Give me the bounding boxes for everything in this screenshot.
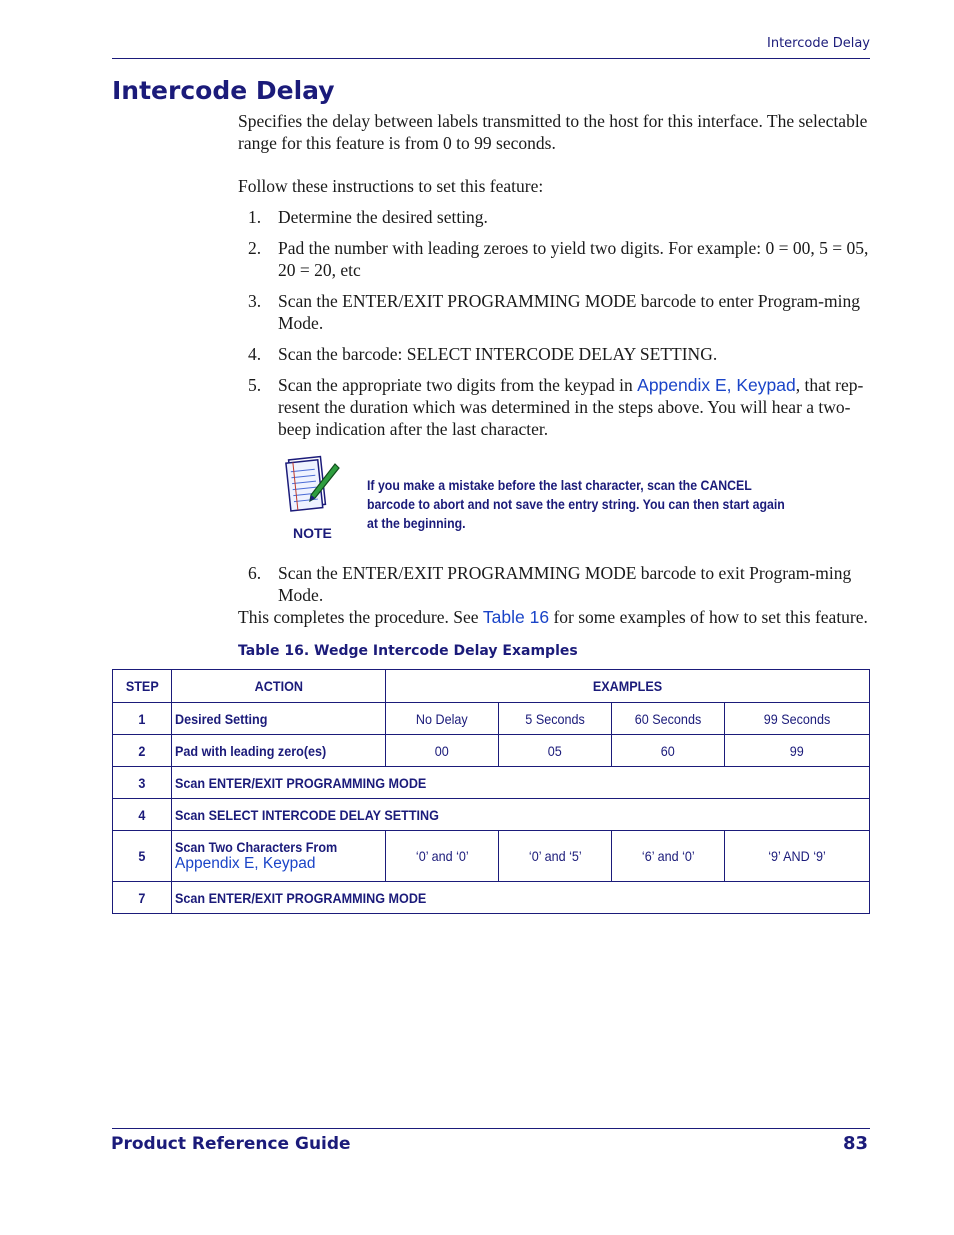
appendix-e-keypad-link[interactable]: Appendix E, Keypad	[637, 375, 796, 395]
step-cell: 3	[113, 767, 172, 799]
table-row	[113, 799, 870, 831]
action-cell: Scan ENTER/EXIT PROGRAMMING MODE	[172, 882, 870, 914]
note-pad-pen-icon	[283, 452, 341, 512]
example-cell: ‘0’ and ‘5’	[499, 831, 612, 882]
steps-list-continued	[248, 562, 870, 606]
step-cell: 4	[113, 799, 172, 831]
example-cell: ‘6’ and ‘0’	[612, 831, 725, 882]
step-cell: 5	[113, 831, 172, 882]
table-row	[113, 767, 870, 799]
example-cell: 99 Seconds	[725, 703, 870, 735]
step-text: Scan the ENTER/EXIT PROGRAMMING MODE barcode to enter Program-ming Mode.	[278, 291, 860, 333]
action-cell: Desired Setting	[172, 703, 386, 735]
list-item	[248, 343, 870, 365]
step-number: 5.	[248, 375, 262, 395]
table-16-link[interactable]: Table 16	[482, 607, 550, 627]
header-step: STEP	[113, 670, 172, 703]
step-text: Pad the number with leading zeroes to yield two digits. For example: 0 = 00, 5 = 05, 20 = 20, etc	[278, 238, 869, 280]
list-item	[248, 206, 870, 228]
step-text: Scan the barcode: SELECT INTERCODE DELAY SETTING.	[278, 344, 718, 364]
examples-table	[112, 669, 870, 914]
example-cell: No Delay	[386, 703, 499, 735]
page-title: Intercode Delay	[112, 76, 335, 105]
intro-paragraph: Specifies the delay between labels transmitted to the host for this interface. The selectable range for this feature is from 0 to 99 seconds.	[238, 111, 868, 153]
table-row	[113, 735, 870, 767]
step-number: 4.	[248, 344, 262, 364]
step-text: Determine the desired setting.	[278, 207, 488, 227]
action-cell: Pad with leading zero(es)	[172, 735, 386, 767]
header-examples: EXAMPLES	[386, 670, 870, 703]
table-caption: Table 16. Wedge Intercode Delay Examples	[238, 643, 578, 659]
example-cell: 60	[612, 735, 725, 767]
table-row	[113, 831, 870, 882]
step-number: 2.	[248, 238, 262, 258]
step-text-continued: , that rep-resent the duration which was determined in the steps above. You will hear a two-beep indication after the last character.	[278, 375, 864, 439]
example-cell: ‘0’ and ‘0’	[386, 831, 499, 882]
step-number: 3.	[248, 291, 262, 311]
header-action: ACTION	[172, 670, 386, 703]
step-cell: 7	[113, 882, 172, 914]
table-row	[113, 703, 870, 735]
table-header-row	[113, 670, 870, 703]
footer-rule	[112, 1128, 870, 1129]
example-cell: ‘9’ AND ‘9’	[725, 831, 870, 882]
header-rule	[112, 58, 870, 59]
completion-text: This completes the procedure. See	[238, 607, 483, 627]
step-text: Scan the ENTER/EXIT PROGRAMMING MODE barcode to exit Program-ming Mode.	[278, 563, 852, 605]
page-number: 83	[842, 1133, 868, 1154]
step-text: Scan the appropriate two digits from the keypad in	[278, 375, 638, 395]
action-cell: Scan SELECT INTERCODE DELAY SETTING	[172, 799, 870, 831]
completion-paragraph	[238, 606, 870, 628]
example-cell: 60 Seconds	[612, 703, 725, 735]
example-cell: 00	[386, 735, 499, 767]
list-item	[248, 374, 870, 440]
table-row	[113, 882, 870, 914]
example-cell: 99	[725, 735, 870, 767]
step-cell: 2	[113, 735, 172, 767]
action-cell: Scan Two Characters From Appendix E, Keypad	[172, 831, 386, 882]
action-cell: Scan ENTER/EXIT PROGRAMMING MODE	[172, 767, 870, 799]
footer-title: Product Reference Guide	[111, 1134, 351, 1154]
note-label: NOTE	[293, 525, 332, 541]
appendix-e-keypad-table-link[interactable]: Appendix E, Keypad	[175, 855, 316, 872]
step-cell: 1	[113, 703, 172, 735]
list-item	[248, 237, 870, 281]
completion-text-continued: for some examples of how to set this feature.	[549, 607, 868, 627]
step-number: 6.	[248, 563, 262, 583]
example-cell: 05	[499, 735, 612, 767]
step-number: 1.	[248, 207, 262, 227]
note-text: If you make a mistake before the last character, scan the CANCEL barcode to abort and not save the entry string. You can then start again at the beginning.	[367, 477, 785, 531]
steps-list	[248, 206, 870, 449]
list-item	[248, 290, 870, 334]
running-header: Intercode Delay	[767, 36, 870, 51]
example-cell: 5 Seconds	[499, 703, 612, 735]
instructions-lead: Follow these instructions to set this feature:	[238, 176, 544, 196]
list-item	[248, 562, 870, 606]
